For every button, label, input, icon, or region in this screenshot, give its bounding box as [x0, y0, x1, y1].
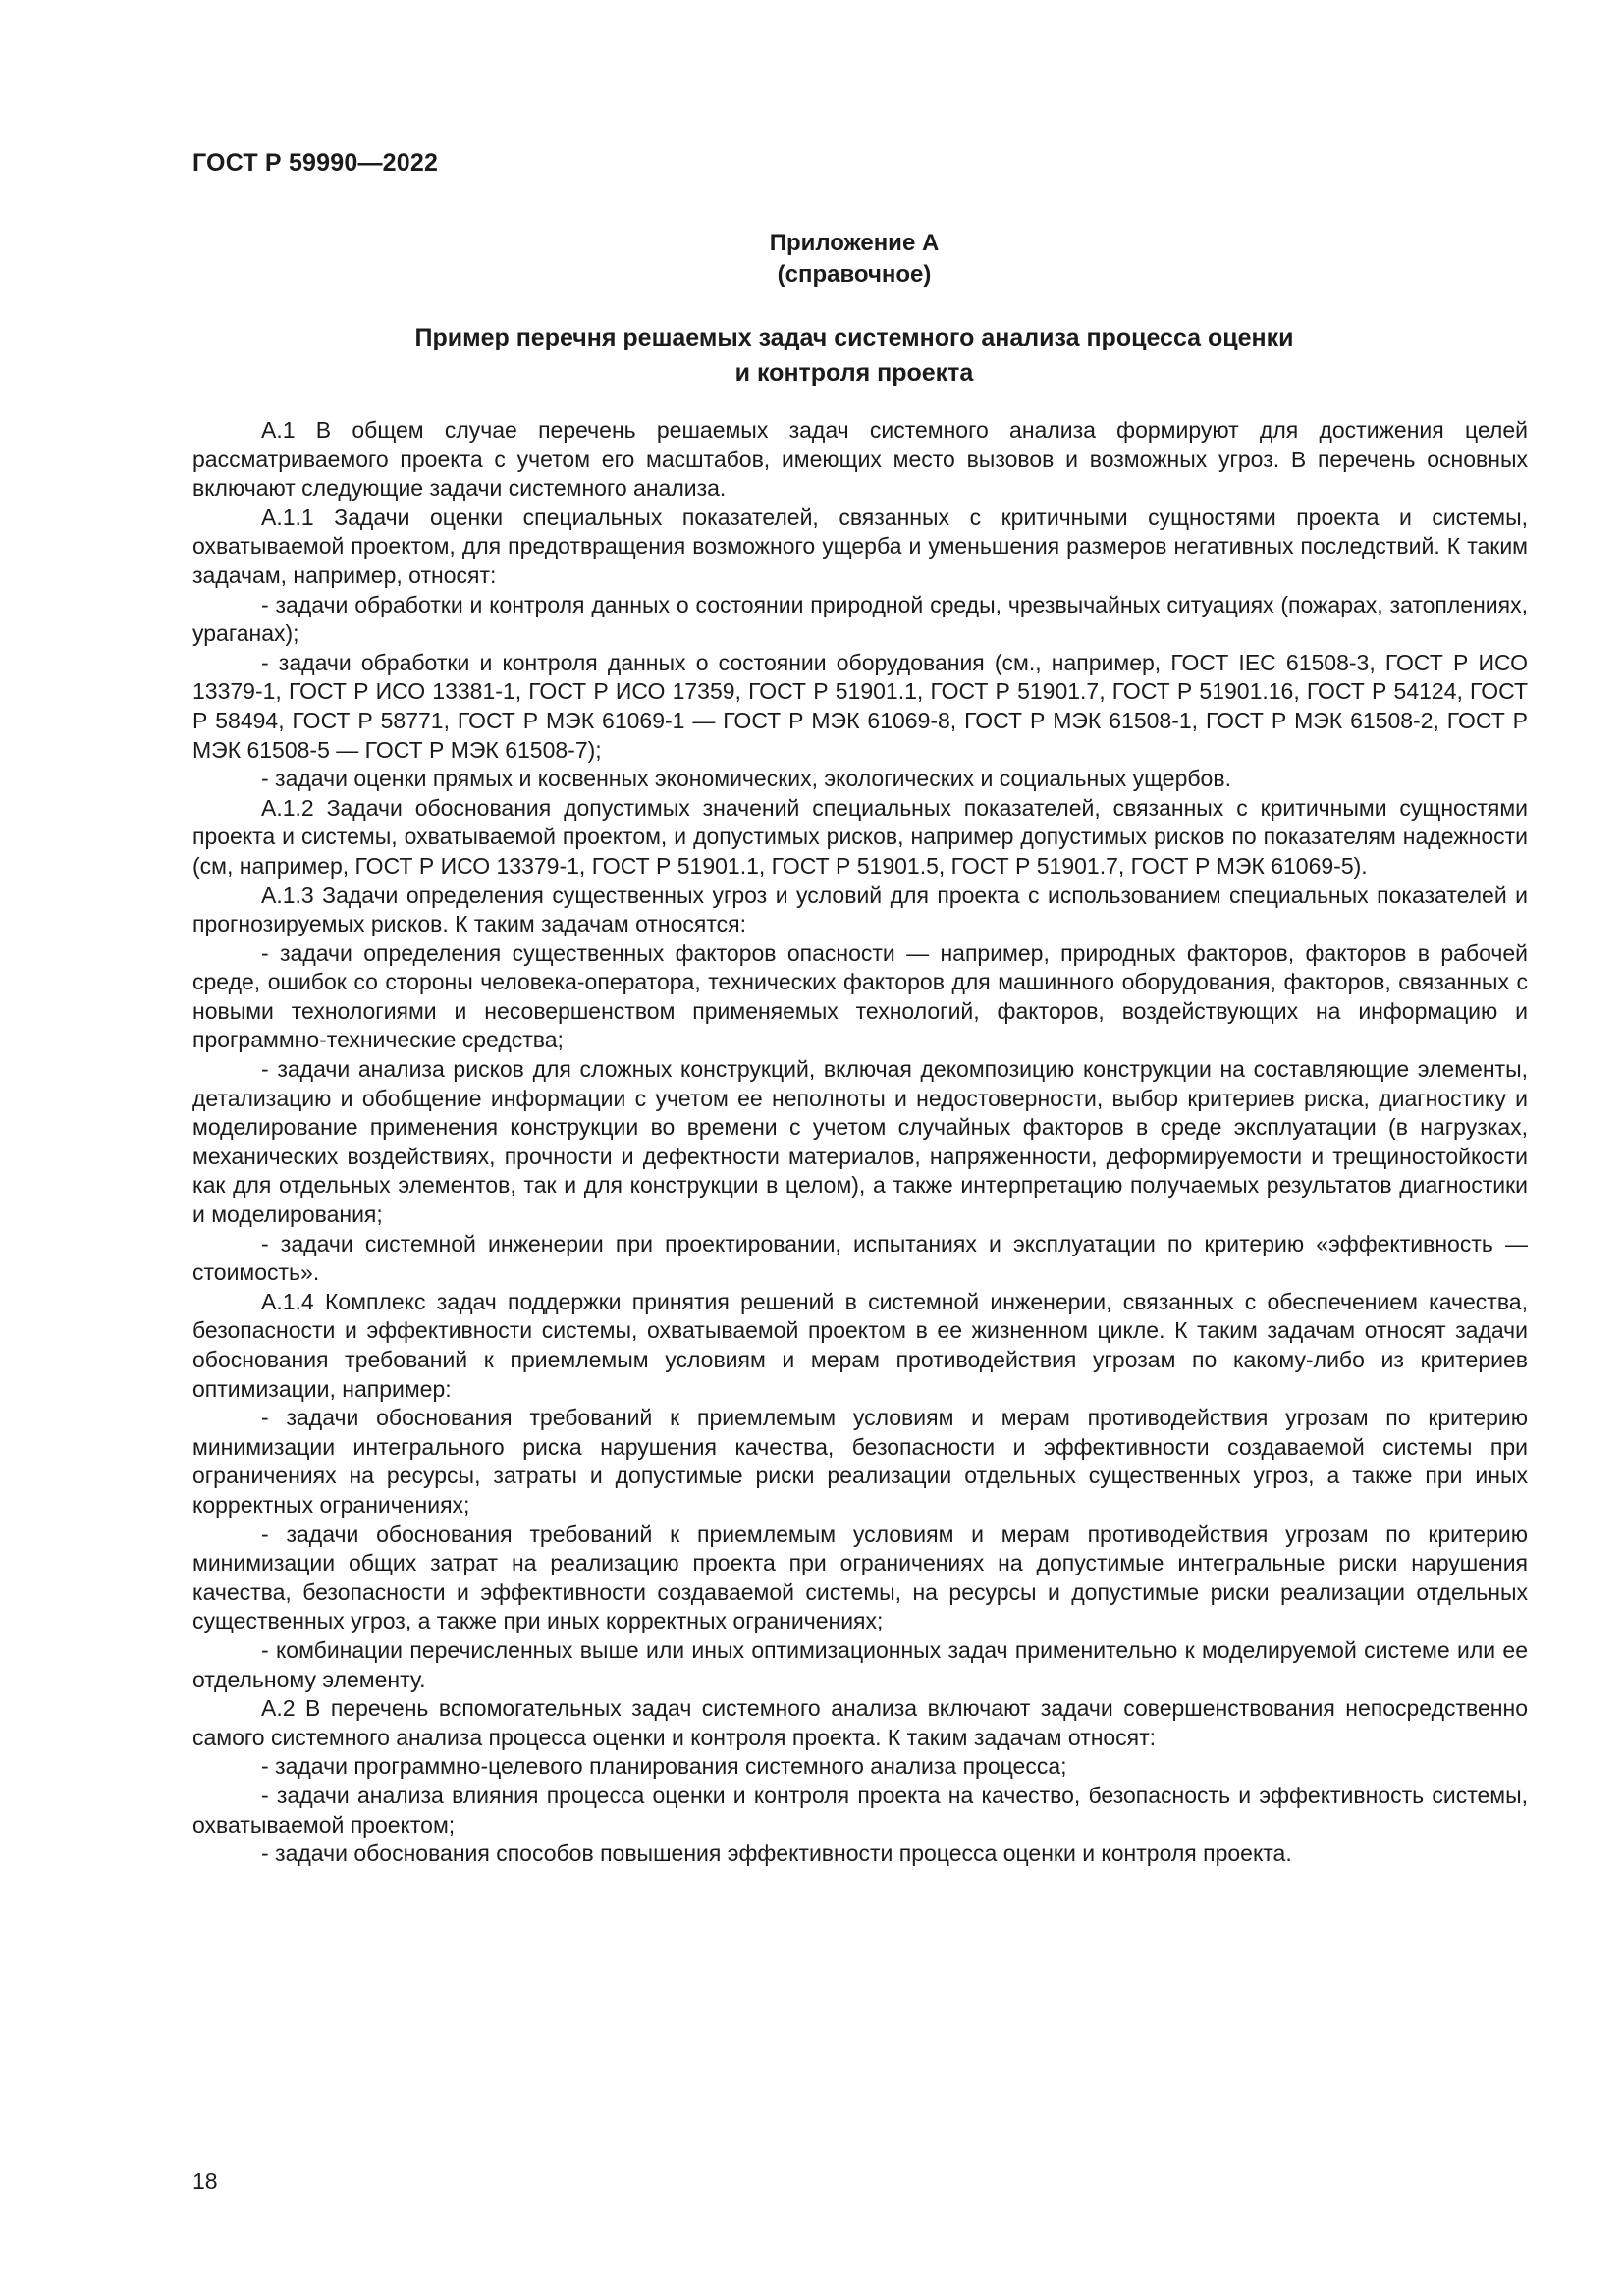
list-item: - задачи системной инженерии при проектировании, испытаниях и эксплуатации по критерию «эффективность — стоимость».	[192, 1230, 1528, 1286]
document-title	[0, 320, 1624, 391]
list-item: - задачи обоснования требований к приемлемым условиям и мерам противодействия угрозам по критерию минимизации интегрального риска нарушения качества, безопасности и эффективности создаваемой системы при ограничениях на ресурсы, затраты и допустимые риски реализации отдельных существенных угроз, а также при иных корректных ограничениях;	[192, 1405, 1528, 1518]
list-item: - задачи программно-целевого планирования системного анализа процесса;	[261, 1753, 1067, 1780]
list-item: - задачи обоснования требований к приемлемым условиям и мерам противодействия угрозам по критерию минимизации общих затрат на реализацию проекта при ограничениях на допустимые интегральные риски нарушения качества, безопасности и эффективности создаваемой системы, на ресурсы и допустимые риски реализации отдельных существенных угроз, а также при иных корректных ограничениях;	[192, 1521, 1528, 1634]
list-item: - комбинации перечисленных выше или иных оптимизационных задач применительно к моделируемой системе или ее отдельному элементу.	[192, 1636, 1528, 1692]
document-body	[192, 416, 1528, 1869]
list-item: - задачи обоснования способов повышения эффективности процесса оценки и контроля проекта.	[261, 1841, 1292, 1867]
paragraph-a1-3: А.1.3 Задачи определения существенных угроз и условий для проекта с использованием специальных показателей и прогнозируемых рисков. К таким задачам относятся:	[192, 881, 1528, 937]
paragraph-a1-4: А.1.4 Комплекс задач поддержки принятия решений в системной инженерии, связанных с обеспечением качества, безопасности и эффективности системы, охватываемой проектом в ее жизненном цикле. К таким задачам относят задачи обоснования требований к приемлемым условиям и мерам противодействия угрозам по какому-либо из критериев оптимизации, например:	[192, 1288, 1528, 1402]
document-header-code: ГОСТ Р 59990—2022	[192, 149, 439, 177]
appendix-label: Приложение А	[769, 230, 940, 256]
title-line-2: и контроля проекта	[734, 359, 974, 387]
page-number: 18	[192, 2168, 218, 2194]
list-item: - задачи обработки и контроля данных о состоянии природной среды, чрезвычайных ситуациях (пожарах, затоплениях, ураганах);	[192, 591, 1528, 647]
list-item: - задачи анализа влияния процесса оценки и контроля проекта на качество, безопасность и эффективность системы, охватываемой проектом;	[192, 1782, 1528, 1838]
title-line-1: Пример перечня решаемых задач системного анализа процесса оценки	[414, 324, 1294, 351]
list-item: - задачи определения существенных факторов опасности — например, природных факторов, факторов в рабочей среде, ошибок со стороны человека-оператора, технических факторов для машинного оборудования, факторов, связанных с новыми технологиями и несовершенством применяемых технологий, факторов, воздействующих на информацию и программно-технические средства;	[192, 939, 1528, 1053]
paragraph-a1-2: А.1.2 Задачи обоснования допустимых значений специальных показателей, связанных с критичными сущностями проекта и системы, охватываемой проектом, и допустимых рисков, например допустимых рисков по показателям надежности (см, например, ГОСТ Р ИСО 13379-1, ГОСТ Р 51901.1, ГОСТ Р 51901.5, ГОСТ Р 51901.7, ГОСТ Р МЭК 61069-5).	[192, 794, 1528, 879]
list-item: - задачи оценки прямых и косвенных экономических, экологических и социальных ущербов.	[261, 766, 1231, 792]
appendix-type: (справочное)	[777, 261, 932, 288]
list-item: - задачи анализа рисков для сложных конструкций, включая декомпозицию конструкции на составляющие элементы, детализацию и обобщение информации с учетом ее неполноты и недостоверности, выбор критериев риска, диагностику и моделирование применения конструкции во времени с учетом случайных факторов в среде эксплуатации (в нагрузках, механических воздействиях, прочности и дефектности материалов, напряженности, деформируемости и трещиностойкости как для отдельных элементов, так и для конструкции в целом), а также интерпретацию получаемых результатов диагностики и моделирования;	[192, 1056, 1528, 1228]
paragraph-a1: А.1 В общем случае перечень решаемых задач системного анализа формируют для достижения целей рассматриваемого проекта с учетом его масштабов, имеющих место вызовов и возможных угроз. В перечень основных включают следующие задачи системного анализа.	[192, 417, 1528, 502]
paragraph-a1-1: А.1.1 Задачи оценки специальных показателей, связанных с критичными сущностями проекта и системы, охватываемой проектом, для предотвращения возможного ущерба и уменьшения размеров негативных последствий. К таким задачам, например, относят:	[192, 504, 1528, 588]
paragraph-a2: А.2 В перечень вспомогательных задач системного анализа включают задачи совершенствования непосредственно самого системного анализа процесса оценки и контроля проекта. К таким задачам относят:	[192, 1695, 1528, 1750]
appendix-heading	[0, 228, 1624, 291]
list-item: - задачи обработки и контроля данных о состоянии оборудования (см., например, ГОСТ IEC 61508-3, ГОСТ Р ИСО 13379-1, ГОСТ Р ИСО 13381-1, ГОСТ Р ИСО 17359, ГОСТ Р 51901.1, ГОСТ Р 51901.7, ГОСТ Р 51901.16, ГОСТ Р 54124, ГОСТ Р 58494, ГОСТ Р 58771, ГОСТ Р МЭК 61069-1 — ГОСТ Р МЭК 61069-8, ГОСТ Р МЭК 61508-1, ГОСТ Р МЭК 61508-2, ГОСТ Р МЭК 61508-5 — ГОСТ Р МЭК 61508-7);	[192, 649, 1528, 763]
